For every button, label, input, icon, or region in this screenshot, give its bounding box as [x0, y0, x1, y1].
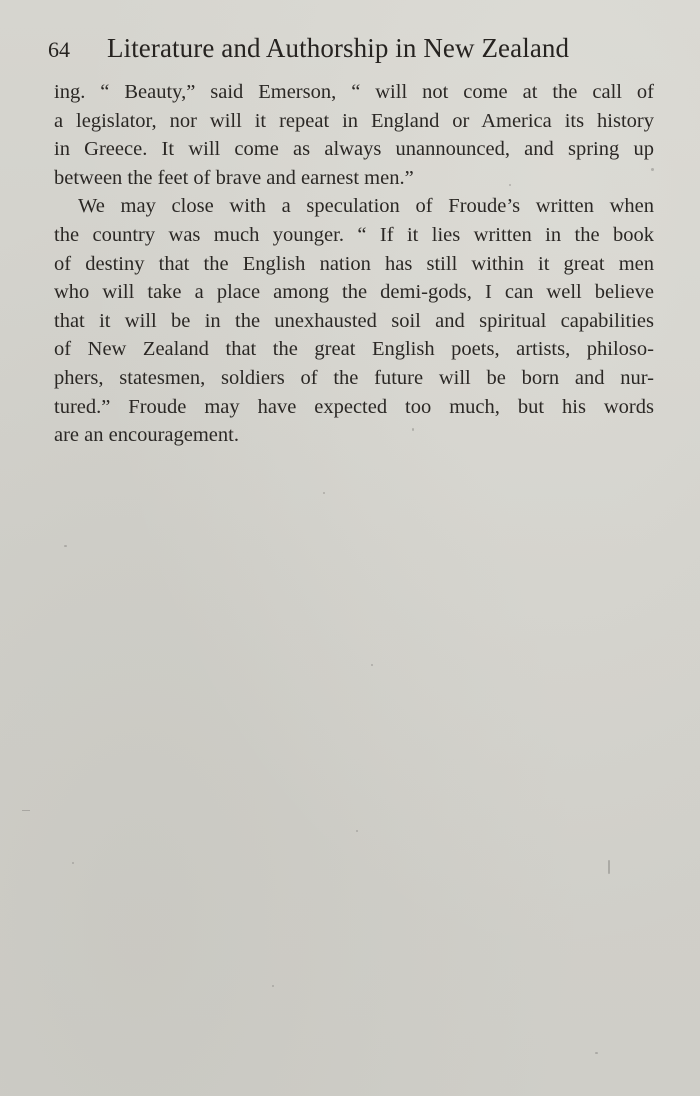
running-title: Literature and Authorship in New Zealand	[107, 33, 570, 63]
text-line: between the feet of brave and earnest men.”	[54, 166, 414, 189]
paper-speck	[371, 664, 373, 666]
paper-speck	[72, 862, 74, 864]
paper-speck	[323, 492, 325, 494]
text-line: the country was much younger. “ If it lies written in the book	[54, 223, 654, 246]
text-line: of destiny that the English nation has still within it great men	[54, 252, 654, 275]
paper-speck	[64, 545, 67, 547]
page-number: 64	[48, 37, 70, 62]
text-line: that it will be in the unexhausted soil and spiritual capabilities	[54, 309, 654, 332]
paper-speck	[22, 810, 30, 811]
paper-speck	[272, 985, 274, 987]
paragraph-continuation	[54, 78, 654, 192]
text-line: are an encouragement.	[54, 424, 239, 447]
paper-speck	[651, 168, 654, 171]
paper-speck	[509, 184, 511, 186]
paper-speck	[356, 830, 358, 832]
running-head	[48, 33, 648, 69]
text-line: who will take a place among the demi-gods, I can well believe	[54, 281, 654, 304]
text-line: tured.” Froude may have expected too much, but his words	[54, 395, 654, 418]
text-line: in Greece. It will come as always unannounced, and spring up	[54, 138, 654, 161]
paper-speck	[412, 428, 414, 431]
text-line: ing. “ Beauty,” said Emerson, “ will not come at the call of	[54, 81, 654, 103]
body-text	[54, 78, 654, 450]
text-line: a legislator, nor will it repeat in England or America its history	[54, 109, 654, 132]
text-line: phers, statesmen, soldiers of the future will be born and nur-	[54, 366, 654, 389]
paper-speck	[595, 1052, 598, 1054]
text-line: of New Zealand that the great English poets, artists, philoso-	[54, 338, 654, 361]
text-line: We may close with a speculation of Froude’s written when	[78, 195, 654, 218]
paper-speck	[608, 860, 610, 874]
paragraph-froude	[54, 192, 654, 449]
